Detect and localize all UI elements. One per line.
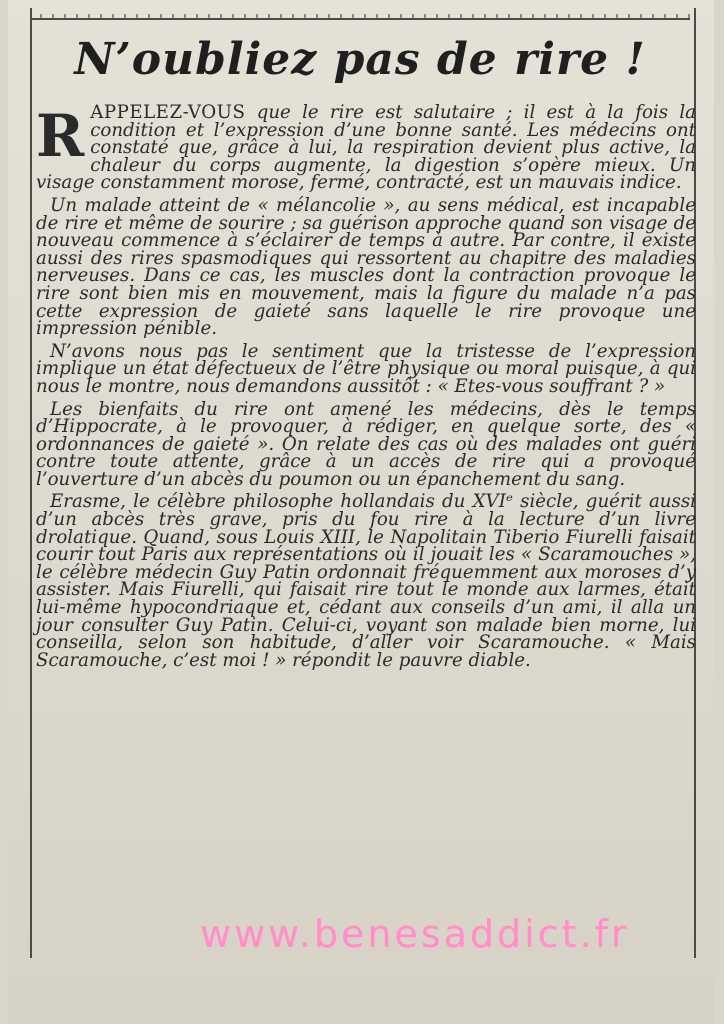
website-watermark: www.benesaddict.fr [200, 912, 630, 956]
paragraph-1 [36, 104, 696, 192]
paragraph-3: N’avons nous pas le sentiment que la tristesse de l’expression implique un état défectueux de l’être physique ou moral puisque, à qui nous le montre, nous demandons aussitôt : « Etes-vous souffrant ? » [36, 340, 696, 397]
paragraph-4: Les bienfaits du rire ont amené les médecins, dès le temps d’Hippocrate, à le provoquer, à rédiger, en quelque sorte, des « ordonnances de gaieté ». On relate des cas où des malades ont guéri contre toute attente, grâce à un accès de rire qui a provoqué l’ouverture d’un abcès du poumon ou un épanchement du sang. [36, 398, 696, 490]
paragraph-1-text: que le rire est salutaire ; il est à la fois la condition et l’expression d’une bonne santé. Les médecins ont constaté que, grâce à lui, la respiration devient plus active, la chaleur du corps augmente, la digestion s’opère mieux. Un visage constamment morose, fermé, contracté, est un mauvais indice. [36, 102, 696, 194]
decorative-top-border [30, 4, 690, 20]
paragraph-2: Un malade atteint de « mélancolie », au sens médical, est incapable de rire et même de sourire ; sa guérison approche quand son visage de nouveau commence à s’éclairer de temps à autre. Par contre, il existe aussi des rires spasmodiques qui ressortent au chapitre des maladies nerveuses. Dans ce cas, les muscles dont la contraction provoque le rire sont bien mis en mouvement, mais la figure du malade n’a pas cette expression de gaieté sans laquelle le rire provoque une impression pénible. [36, 194, 696, 340]
drop-cap: R [36, 102, 85, 170]
article-title: N’oubliez pas de rire ! [74, 34, 646, 85]
paragraph-5: Erasme, le célèbre philosophe hollandais du XVIᵉ siècle, guérit aussi d’un abcès très grave, pris du fou rire à la lecture d’un livre drolatique. Quand, sous Louis XIII, le Napolitain Tiberio Fiurelli faisait courir tout Paris aux représentations où il jouait les « Scaramouches », le célèbre médecin Guy Patin ordonnait fréquemment aux moroses d’y assister. Mais Fiurelli, qui faisait rire tout le monde aux larmes, était lui-même hypocondriaque et, cédant aux conseils d’un ami, il alla un jour consulter Guy Patin. Celui-ci, voyant son malade bien morne, lui conseilla, selon son habitude, d’aller voir Scaramouche. « Mais Scaramouche, c’est moi ! » répondit le pauvre diable. [36, 491, 696, 671]
article-body [36, 104, 696, 674]
decorative-left-border [20, 8, 32, 958]
lead-caps: APPELEZ-VOUS [90, 102, 246, 123]
